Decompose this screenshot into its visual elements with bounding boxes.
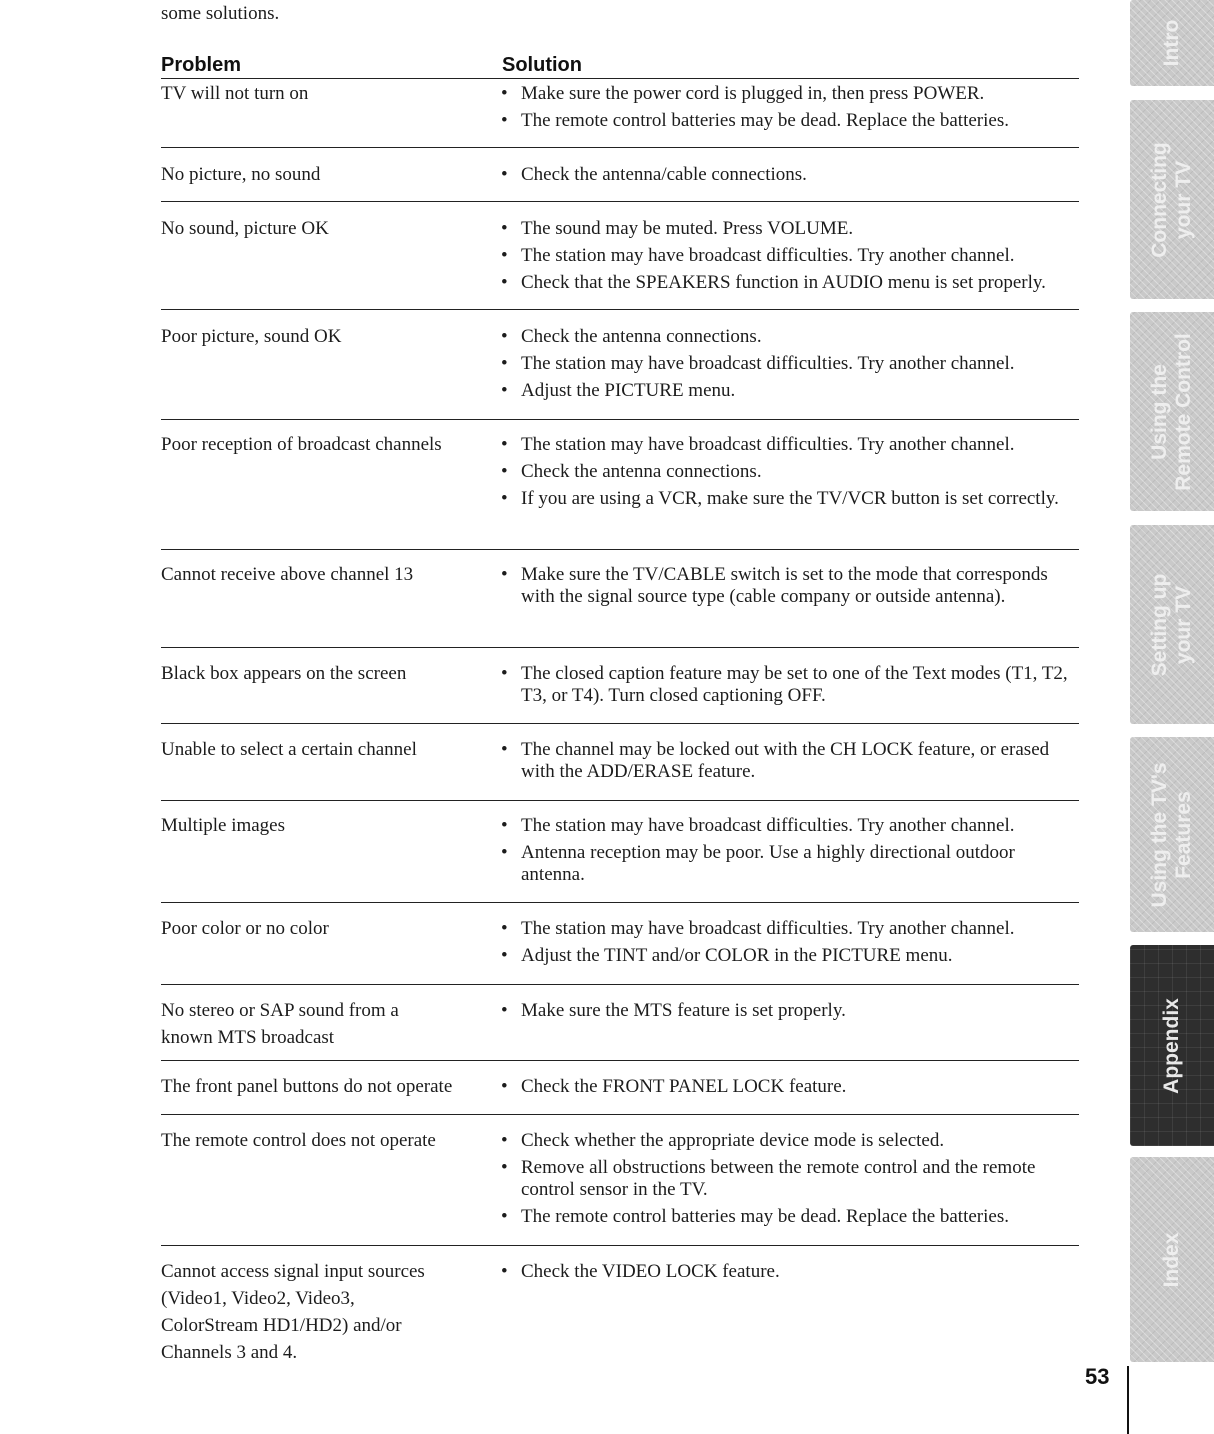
solution-list bbox=[501, 1261, 1077, 1288]
solution-item bbox=[501, 1076, 1077, 1098]
problem-text: Black box appears on the screen bbox=[161, 663, 407, 684]
problem-text: Channels 3 and 4. bbox=[161, 1342, 298, 1363]
solution-item bbox=[501, 164, 1077, 186]
section-tab-label bbox=[1160, 1232, 1184, 1287]
table-rule bbox=[161, 800, 1079, 801]
solution-text: Antenna reception may be poor. Use a highly directional outdoor antenna. bbox=[521, 842, 1015, 885]
solution-text: Check the FRONT PANEL LOCK feature. bbox=[521, 1076, 847, 1097]
solution-text: Check the antenna connections. bbox=[521, 326, 762, 347]
solution-text: Check that the SPEAKERS function in AUDIO menu is set properly. bbox=[521, 272, 1046, 293]
problem-text: Cannot access signal input sources bbox=[161, 1261, 425, 1282]
section-tab-label bbox=[1148, 573, 1196, 676]
problem-text: Poor picture, sound OK bbox=[161, 326, 342, 347]
section-tab-label-line: Setting up bbox=[1148, 573, 1171, 676]
solution-item bbox=[501, 1130, 1077, 1152]
bullet-icon: • bbox=[501, 461, 508, 482]
bullet-icon: • bbox=[501, 488, 508, 509]
problem-cell bbox=[161, 1076, 491, 1103]
solution-list bbox=[501, 164, 1077, 191]
problem-cell bbox=[161, 434, 491, 461]
problem-cell bbox=[161, 918, 491, 945]
solution-item bbox=[501, 110, 1077, 132]
solution-text: The closed caption feature may be set to one of the Text modes (T1, T2, T3, or T4). Turn closed captioning OFF. bbox=[521, 663, 1068, 706]
problem-text: Cannot receive above channel 13 bbox=[161, 564, 414, 585]
solution-item bbox=[501, 83, 1077, 105]
solution-text: The station may have broadcast difficulties. Try another channel. bbox=[521, 918, 1015, 939]
problem-cell bbox=[161, 739, 491, 766]
solution-item bbox=[501, 739, 1077, 783]
solution-list bbox=[501, 815, 1077, 891]
solution-item bbox=[501, 434, 1077, 456]
section-tab-label bbox=[1148, 762, 1196, 907]
solution-item bbox=[501, 842, 1077, 886]
section-tab-label-line: Using the TV's bbox=[1148, 761, 1171, 908]
problem-cell bbox=[161, 815, 491, 842]
table-rule bbox=[161, 647, 1079, 648]
solution-text: The station may have broadcast difficulties. Try another channel. bbox=[521, 434, 1015, 455]
solution-text: Check the VIDEO LOCK feature. bbox=[521, 1261, 780, 1282]
problem-text: Poor color or no color bbox=[161, 918, 329, 939]
solution-list bbox=[501, 218, 1077, 299]
problem-text: known MTS broadcast bbox=[161, 1027, 335, 1048]
section-tabs bbox=[1130, 0, 1214, 1362]
problem-header: Problem bbox=[161, 54, 242, 76]
solution-text: The channel may be locked out with the CH LOCK feature, or erased with the ADD/ERASE feature. bbox=[521, 739, 1050, 782]
section-tab-intro[interactable] bbox=[1130, 0, 1214, 86]
bullet-icon: • bbox=[501, 842, 508, 863]
solution-text: The remote control batteries may be dead. Replace the batteries. bbox=[521, 1206, 1009, 1227]
section-tab-label-line: Appendix bbox=[1160, 997, 1183, 1094]
section-tab-setting-up[interactable] bbox=[1130, 525, 1214, 724]
bullet-icon: • bbox=[501, 564, 508, 585]
solution-item bbox=[501, 1261, 1077, 1283]
section-tab-label-line: your TV bbox=[1172, 585, 1195, 664]
section-tab-label-line: your TV bbox=[1172, 160, 1195, 239]
solution-text: The station may have broadcast difficulties. Try another channel. bbox=[521, 815, 1015, 836]
solution-item bbox=[501, 353, 1077, 375]
problem-cell bbox=[161, 663, 491, 690]
solution-item bbox=[501, 488, 1077, 510]
bullet-icon: • bbox=[501, 739, 508, 760]
bullet-icon: • bbox=[501, 245, 508, 266]
problem-text: Poor reception of broadcast channels bbox=[161, 434, 442, 455]
section-tab-index[interactable] bbox=[1130, 1157, 1214, 1362]
solution-item bbox=[501, 564, 1077, 608]
bullet-icon: • bbox=[501, 1076, 508, 1097]
section-tab-label bbox=[1148, 333, 1196, 491]
table-rule bbox=[161, 1060, 1079, 1061]
solution-text: Remove all obstructions between the remote control and the remote control sensor in the TV. bbox=[521, 1157, 1036, 1200]
solution-item bbox=[501, 1000, 1077, 1022]
solution-list bbox=[501, 83, 1077, 137]
solution-list bbox=[501, 739, 1077, 788]
problem-cell bbox=[161, 1130, 491, 1157]
bullet-icon: • bbox=[501, 815, 508, 836]
solution-list bbox=[501, 434, 1077, 515]
bullet-icon: • bbox=[501, 945, 508, 966]
solution-item bbox=[501, 1206, 1077, 1228]
problem-text: No picture, no sound bbox=[161, 164, 321, 185]
page-number-rule bbox=[1127, 1366, 1129, 1434]
problem-cell bbox=[161, 218, 491, 245]
solution-text: Adjust the PICTURE menu. bbox=[521, 380, 736, 401]
solution-list bbox=[501, 1000, 1077, 1027]
solution-item bbox=[501, 245, 1077, 267]
solution-item bbox=[501, 272, 1077, 294]
solution-list bbox=[501, 663, 1077, 712]
table-rule bbox=[161, 1245, 1079, 1246]
problem-cell bbox=[161, 1000, 491, 1054]
section-tab-label-line: Features bbox=[1172, 790, 1195, 879]
section-tab-connecting[interactable] bbox=[1130, 100, 1214, 299]
solution-item bbox=[501, 380, 1077, 402]
table-rule bbox=[161, 549, 1079, 550]
solution-text: The station may have broadcast difficulties. Try another channel. bbox=[521, 245, 1015, 266]
problem-cell bbox=[161, 164, 491, 191]
solution-item bbox=[501, 918, 1077, 940]
intro-text: some solutions. bbox=[161, 3, 280, 24]
problem-text: No stereo or SAP sound from a bbox=[161, 1000, 399, 1021]
problem-cell bbox=[161, 326, 491, 353]
page-number: 53 bbox=[1085, 1364, 1110, 1389]
bullet-icon: • bbox=[501, 353, 508, 374]
problem-text: TV will not turn on bbox=[161, 83, 309, 104]
solution-list bbox=[501, 1076, 1077, 1103]
bullet-icon: • bbox=[501, 1261, 508, 1282]
solution-item bbox=[501, 663, 1077, 707]
solution-list bbox=[501, 918, 1077, 972]
solution-text: Check the antenna/cable connections. bbox=[521, 164, 807, 185]
problem-cell bbox=[161, 564, 491, 591]
bullet-icon: • bbox=[501, 164, 508, 185]
bullet-icon: • bbox=[501, 1000, 508, 1021]
bullet-icon: • bbox=[501, 380, 508, 401]
solution-text: Check the antenna connections. bbox=[521, 461, 762, 482]
bullet-icon: • bbox=[501, 918, 508, 939]
solution-header: Solution bbox=[502, 54, 582, 76]
table-rule bbox=[161, 723, 1079, 724]
problem-cell bbox=[161, 1261, 491, 1369]
table-rule bbox=[161, 147, 1079, 148]
bullet-icon: • bbox=[501, 218, 508, 239]
bullet-icon: • bbox=[501, 110, 508, 131]
table-rule bbox=[161, 1114, 1079, 1115]
problem-text: (Video1, Video2, Video3, bbox=[161, 1288, 355, 1309]
bullet-icon: • bbox=[501, 326, 508, 347]
solution-item bbox=[501, 218, 1077, 240]
solution-item bbox=[501, 815, 1077, 837]
problem-text: Unable to select a certain channel bbox=[161, 739, 417, 760]
bullet-icon: • bbox=[501, 83, 508, 104]
section-tab-label bbox=[1148, 142, 1196, 258]
table-rule bbox=[161, 201, 1079, 202]
table-rule bbox=[161, 78, 1079, 79]
problem-text: The remote control does not operate bbox=[161, 1130, 436, 1151]
solution-text: The station may have broadcast difficulties. Try another channel. bbox=[521, 353, 1015, 374]
solution-text: If you are using a VCR, make sure the TV/VCR button is set correctly. bbox=[521, 488, 1059, 509]
section-tab-appendix[interactable] bbox=[1130, 945, 1214, 1146]
problem-text: ColorStream HD1/HD2) and/or bbox=[161, 1315, 402, 1336]
table-rule bbox=[161, 309, 1079, 310]
table-rule bbox=[161, 419, 1079, 420]
section-tab-label-line: Connecting bbox=[1148, 141, 1171, 258]
section-tab-using-the-tv-s[interactable] bbox=[1130, 737, 1214, 932]
solution-list bbox=[501, 564, 1077, 613]
section-tab-label bbox=[1160, 20, 1184, 67]
problem-cell bbox=[161, 83, 491, 110]
section-tab-using-the[interactable] bbox=[1130, 312, 1214, 511]
solution-text: The remote control batteries may be dead. Replace the batteries. bbox=[521, 110, 1009, 131]
solution-list bbox=[501, 326, 1077, 407]
solution-text: Check whether the appropriate device mode is selected. bbox=[521, 1130, 945, 1151]
solution-text: The sound may be muted. Press VOLUME. bbox=[521, 218, 854, 239]
problem-text: Multiple images bbox=[161, 815, 286, 836]
bullet-icon: • bbox=[501, 1130, 508, 1151]
bullet-icon: • bbox=[501, 663, 508, 684]
section-tab-label-line: Remote Control bbox=[1172, 332, 1195, 491]
solution-text: Make sure the power cord is plugged in, then press POWER. bbox=[521, 83, 985, 104]
solution-list bbox=[501, 1130, 1077, 1233]
bullet-icon: • bbox=[501, 1157, 508, 1178]
bullet-icon: • bbox=[501, 272, 508, 293]
section-tab-label-line: Index bbox=[1160, 1232, 1183, 1287]
solution-text: Adjust the TINT and/or COLOR in the PICTURE menu. bbox=[521, 945, 953, 966]
bullet-icon: • bbox=[501, 1206, 508, 1227]
table-rule bbox=[161, 902, 1079, 903]
solution-text: Make sure the TV/CABLE switch is set to the mode that corresponds with the signal source type (cable company or outside antenna). bbox=[521, 564, 1048, 607]
solution-item bbox=[501, 945, 1077, 967]
bullet-icon: • bbox=[501, 434, 508, 455]
section-tab-label-line: Intro bbox=[1160, 19, 1183, 67]
solution-text: Make sure the MTS feature is set properly. bbox=[521, 1000, 846, 1021]
problem-text: No sound, picture OK bbox=[161, 218, 329, 239]
solution-item bbox=[501, 326, 1077, 348]
solution-item bbox=[501, 461, 1077, 483]
problem-text: The front panel buttons do not operate bbox=[161, 1076, 453, 1097]
section-tab-label-line: Using the bbox=[1148, 363, 1171, 460]
section-tab-label bbox=[1160, 998, 1184, 1094]
table-rule bbox=[161, 984, 1079, 985]
solution-item bbox=[501, 1157, 1077, 1201]
